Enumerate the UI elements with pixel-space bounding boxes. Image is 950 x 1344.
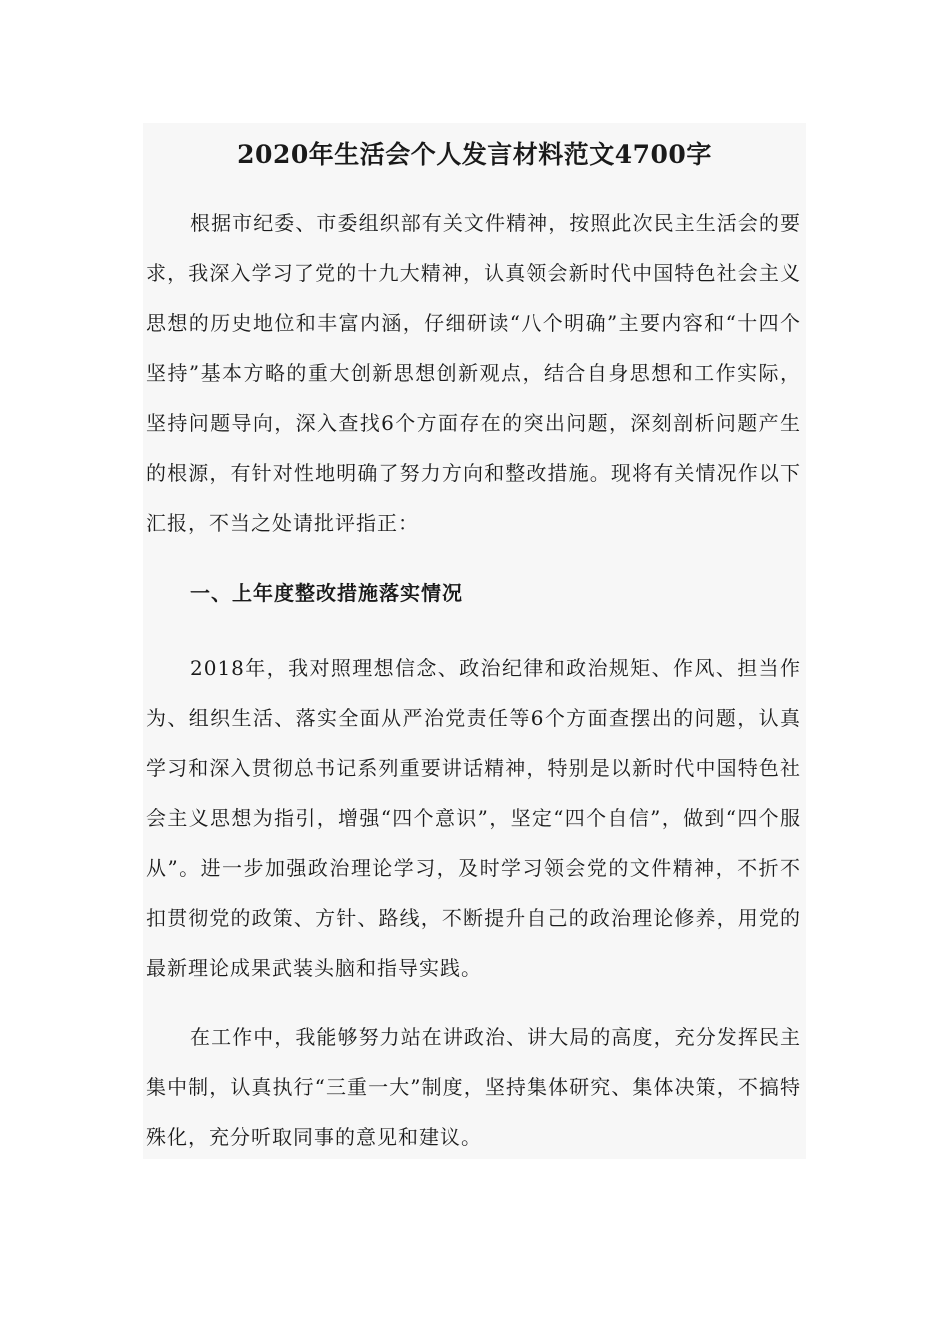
paragraph-work: 在工作中，我能够努力站在讲政治、讲大局的高度，充分发挥民主集中制，认真执行“三重一大”制度，坚持集体研究、集体决策，不搞特殊化，充分听取同事的意见和建议。 <box>146 1025 801 1149</box>
document-title: 2020年生活会个人发言材料范文4700字 <box>237 140 712 169</box>
paragraph-intro: 根据市纪委、市委组织部有关文件精神，按照此次民主生活会的要求，我深入学习了党的十九大精神，认真领会新时代中国特色社会主义思想的历史地位和丰富内涵，仔细研读“八个明确”主要内容和“十四个坚持”基本方略的重大创新思想创新观点，结合自身思想和工作实际，坚持问题导向，深入查找6个方面存在的突出问题，深刻剖析问题产生的根源，有针对性地明确了努力方向和整改措施。现将有关情况作以下汇报，不当之处请批评指正： <box>146 211 801 535</box>
document-page <box>143 123 806 1159</box>
section-heading: 一、上年度整改措施落实情况 <box>190 581 463 605</box>
paragraph-rectification: 2018年，我对照理想信念、政治纪律和政治规矩、作风、担当作为、组织生活、落实全面从严治党责任等6个方面查摆出的问题，认真学习和深入贯彻总书记系列重要讲话精神，特别是以新时代中国特色社会主义思想为指引，增强“四个意识”，坚定“四个自信”，做到“四个服从”。进一步加强政治理论学习，及时学习领会党的文件精神，不折不扣贯彻党的政策、方针、路线，不断提升自己的政治理论修养，用党的最新理论成果武装头脑和指导实践。 <box>146 656 801 980</box>
